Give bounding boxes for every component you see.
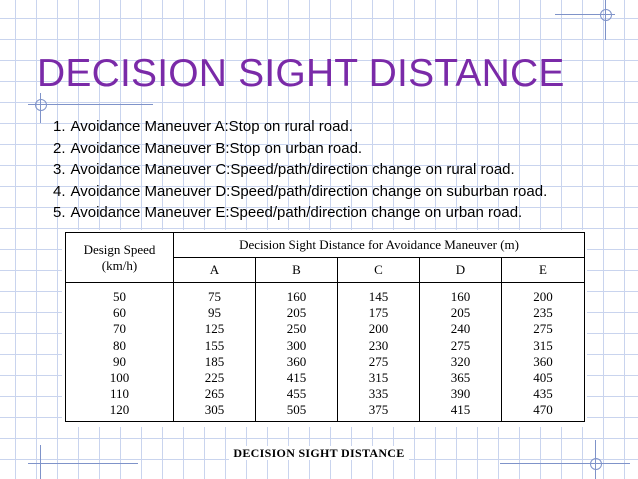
column-e-values: 200 235 275 315 360 405 435 470 [502, 283, 585, 422]
column-d-values: 160 205 240 275 320 365 390 415 [420, 283, 502, 422]
list-item: 1. Avoidance Maneuver A:Stop on rural road. [53, 118, 353, 135]
bottom-right-ornament-line [500, 463, 630, 464]
list-item: 4. Avoidance Maneuver D:Speed/path/direction change on suburban road. [53, 182, 548, 200]
maneuver-list [53, 116, 547, 224]
design-speed-header: Design Speed (km/h) [66, 233, 174, 283]
column-c-values: 145 175 200 230 275 315 335 375 [338, 283, 420, 422]
slide-title: DECISION SIGHT DISTANCE [37, 52, 565, 95]
list-item: 3. Avoidance Maneuver C:Speed/path/direction change on rural road. [53, 161, 515, 179]
column-b-values: 160 205 250 300 360 415 455 505 [256, 283, 338, 422]
left-ornament-ring [35, 99, 47, 111]
column-header-e: E [502, 258, 585, 283]
table-caption: DECISION SIGHT DISTANCE [0, 446, 638, 461]
column-header-d: D [420, 258, 502, 283]
column-header-b: B [256, 258, 338, 283]
column-header-a: A [174, 258, 256, 283]
group-header: Decision Sight Distance for Avoidance Maneuver (m) [174, 233, 585, 258]
dsd-table [65, 232, 585, 422]
list-item: 2. Avoidance Maneuver B:Stop on urban road. [53, 139, 363, 157]
list-item: 5. Avoidance Maneuver E:Speed/path/direction change on urban road. [53, 204, 523, 222]
speed-column: 50 60 70 80 90 100 110 120 [66, 283, 174, 422]
bottom-left-ornament-line [28, 463, 138, 464]
column-header-c: C [338, 258, 420, 283]
dsd-table-container [62, 230, 587, 427]
column-a-values: 75 95 125 155 185 225 265 305 [174, 283, 256, 422]
top-right-ornament-ring [600, 9, 612, 21]
